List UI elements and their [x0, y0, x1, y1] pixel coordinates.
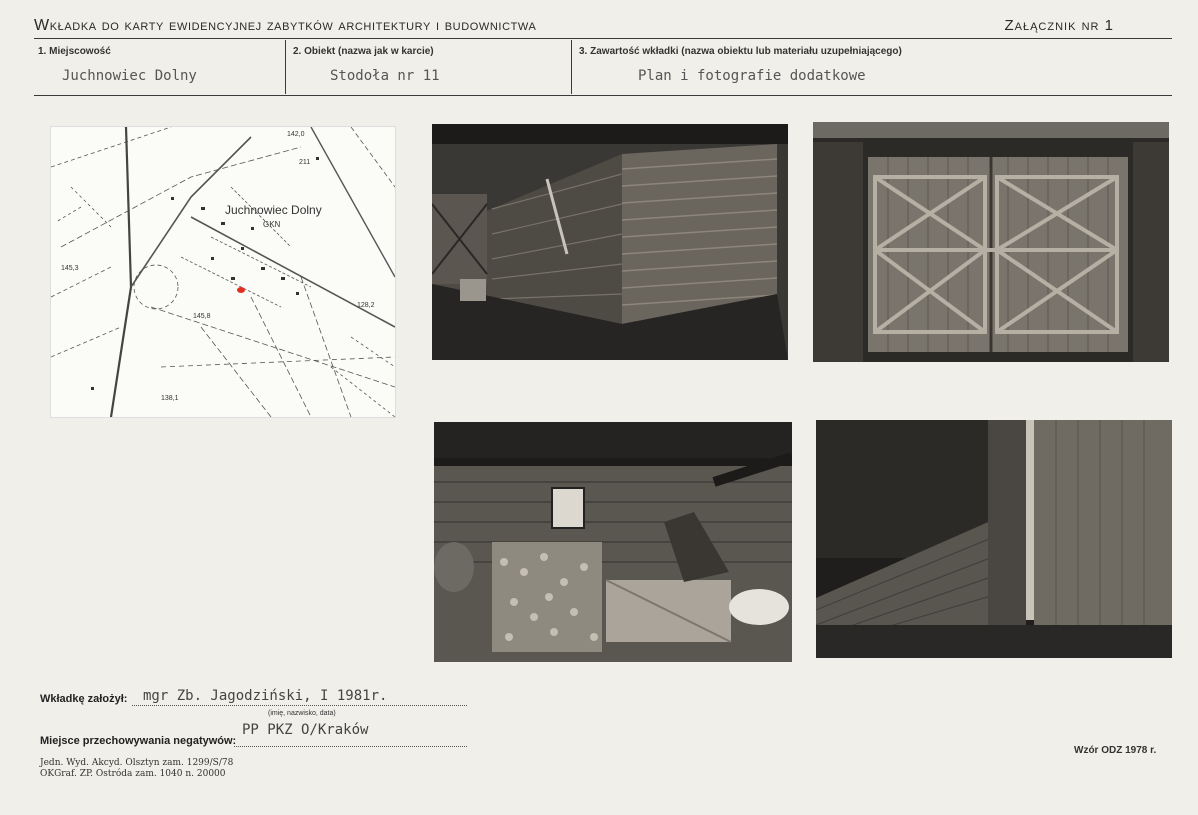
form-model: Wzór ODZ 1978 r.: [1074, 745, 1157, 756]
field-divider-2: [571, 40, 572, 94]
content-value: Plan i fotografie dodatkowe: [638, 68, 866, 84]
printer-info-line-1: Jedn. Wyd. Akcyd. Olsztyn zam. 1299/S/78: [40, 758, 234, 768]
map-elevation: 211: [299, 159, 311, 166]
map-elevation: 142,0: [287, 131, 305, 138]
map-elevation: 145,8: [193, 313, 211, 320]
insert-made-by-hint: (imię, nazwisko, data): [268, 710, 336, 717]
printer-info-line-2: OKGraf. ZP. Ostróda zam. 1040 n. 20000: [40, 769, 226, 779]
object-value: Stodoła nr 11: [330, 68, 440, 84]
negatives-location-label: Miejsce przechowywania negatywów:: [40, 735, 237, 747]
annex-number: Załącznik nr 1: [1004, 17, 1114, 34]
map-elevation: 128,2: [357, 302, 375, 309]
insert-made-by-label: Wkładkę założył:: [40, 693, 128, 705]
map-elevation: 138,1: [161, 395, 179, 402]
fields-rule: [34, 95, 1172, 96]
map-sub-label: GKN: [263, 220, 281, 229]
object-location-marker: [237, 287, 245, 293]
insert-made-by-value: mgr Zb. Jagodziński, I 1981r.: [143, 688, 388, 704]
map-place-label: Juchnowiec Dolny: [225, 203, 322, 217]
photo-barn-doors: [813, 122, 1169, 362]
document-title: Wkładka do karty ewidencyjnej zabytków architektury i budownictwa: [34, 17, 537, 34]
content-label: 3. Zawartość wkładki (nazwa obiektu lub materiału uzupełniającego): [579, 46, 902, 57]
photo-barn-corner: [432, 124, 788, 360]
map-elevation: 145,3: [61, 265, 79, 272]
locality-label: 1. Miejscowość: [38, 46, 111, 57]
object-label: 2. Obiekt (nazwa jak w karcie): [293, 46, 434, 57]
photo-interior-corner: [816, 420, 1172, 658]
locality-value: Juchnowiec Dolny: [62, 68, 197, 84]
insert-made-by-dotline: [132, 705, 467, 706]
header-rule: [34, 38, 1172, 39]
photo-interior-woodpile: [434, 422, 792, 662]
location-map: [50, 126, 396, 418]
negatives-dotline: [234, 746, 467, 747]
negatives-location-value: PP PKZ O/Kraków: [242, 722, 369, 738]
field-divider-1: [285, 40, 286, 94]
